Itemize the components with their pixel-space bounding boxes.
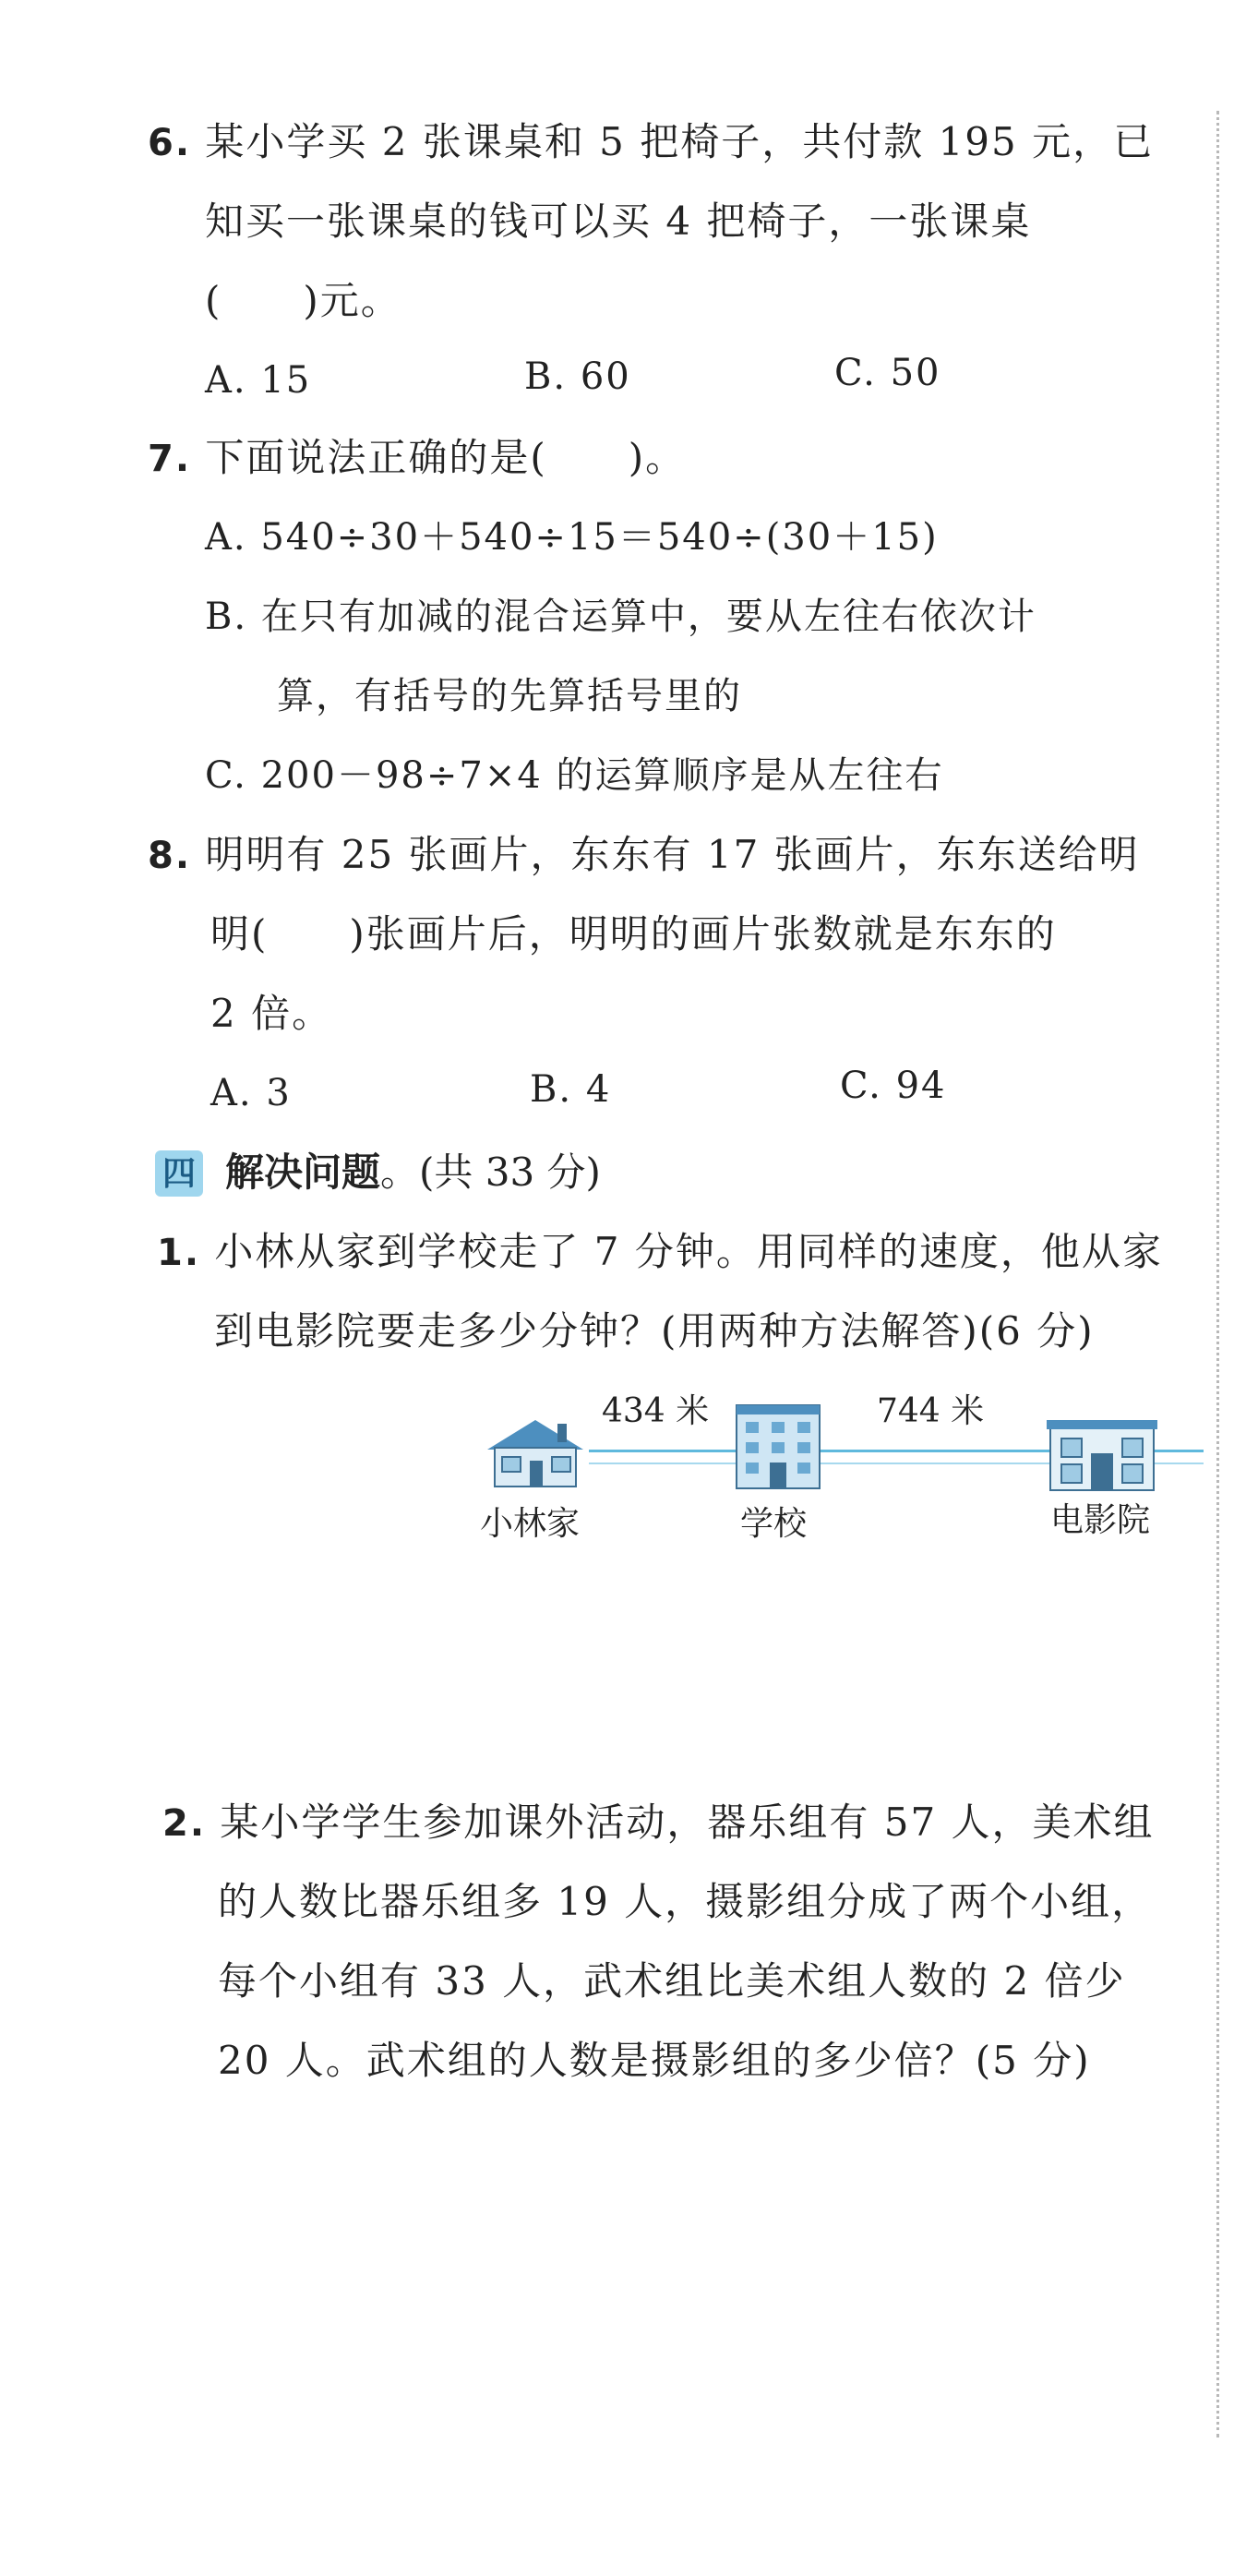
q7-number: 7.: [148, 438, 192, 480]
distance-home-school: 434 米: [602, 1392, 710, 1430]
p2-line-1: 2. 某小学学生参加课外活动，器乐组有 57 人，美术组: [162, 1800, 1155, 1845]
p2-number: 2.: [162, 1802, 207, 1845]
q6-line-2: 知买一张课桌的钱可以买 4 把椅子，一张课桌: [205, 199, 1032, 244]
section-number-badge: 四: [155, 1150, 203, 1197]
section-title: [225, 1145, 601, 1200]
q6-option-c: C. 50: [834, 352, 941, 394]
p1-line-1: 1. 小林从家到学校走了 7 分钟。用同样的速度，他从家: [157, 1229, 1163, 1274]
school-building-icon: [727, 1402, 829, 1494]
p1-line-2: 到电影院要走多少分钟？(用两种方法解答)(6 分): [214, 1308, 1095, 1354]
p2-line-4: 20 人。武术组的人数是摄影组的多少倍？(5 分): [218, 2038, 1091, 2083]
q7-option-c: C. 200－98÷7×4 的运算顺序是从左往右: [205, 754, 944, 797]
q8-line-1: 8. 明明有 25 张画片，东东有 17 张画片，东东送给明: [148, 832, 1140, 877]
q6-line-3: ( )元。: [205, 278, 401, 323]
q7-option-b-cont: 算，有括号的先算括号里的: [277, 675, 742, 717]
p2-line-3: 每个小组有 33 人，武术组比美术组人数的 2 倍少: [218, 1958, 1126, 2004]
q8-line-3: 2 倍。: [210, 991, 333, 1036]
p1-number: 1.: [157, 1232, 201, 1274]
label-home: 小林家: [480, 1505, 581, 1543]
house-icon: [480, 1416, 591, 1490]
dotted-margin-line: [1216, 111, 1219, 2438]
section-title-points: 。(共 33 分): [380, 1150, 601, 1195]
q8-number: 8.: [148, 835, 192, 877]
p2-line-2: 的人数比器乐组多 19 人，摄影组分成了两个小组，: [218, 1879, 1153, 1924]
cinema-building-icon: [1045, 1413, 1159, 1492]
q6-option-b: B. 60: [524, 355, 631, 398]
q6-line-1: 6. 某小学买 2 张课桌和 5 把椅子，共付款 195 元，已: [148, 119, 1155, 164]
label-school: 学校: [740, 1505, 808, 1543]
q7-line-1: 7. 下面说法正确的是( )。: [148, 435, 687, 480]
label-cinema: 电影院: [1050, 1501, 1151, 1539]
q6-option-a: A. 15: [205, 359, 312, 402]
section-title-main: 解决问题: [225, 1150, 381, 1195]
q7-option-a: A. 540÷30＋540÷15＝540÷(30＋15): [205, 516, 939, 559]
q6-number: 6.: [148, 122, 192, 164]
q8-option-b: B. 4: [530, 1068, 612, 1111]
route-diagram: [480, 1385, 1218, 1551]
q8-option-a: A. 3: [210, 1072, 292, 1114]
distance-school-cinema: 744 米: [877, 1392, 985, 1430]
q7-option-b: B. 在只有加减的混合运算中，要从左往右依次计: [205, 596, 1036, 638]
q8-line-2: 明( )张画片后，明明的画片张数就是东东的: [210, 911, 1057, 957]
q8-option-c: C. 94: [840, 1065, 947, 1107]
